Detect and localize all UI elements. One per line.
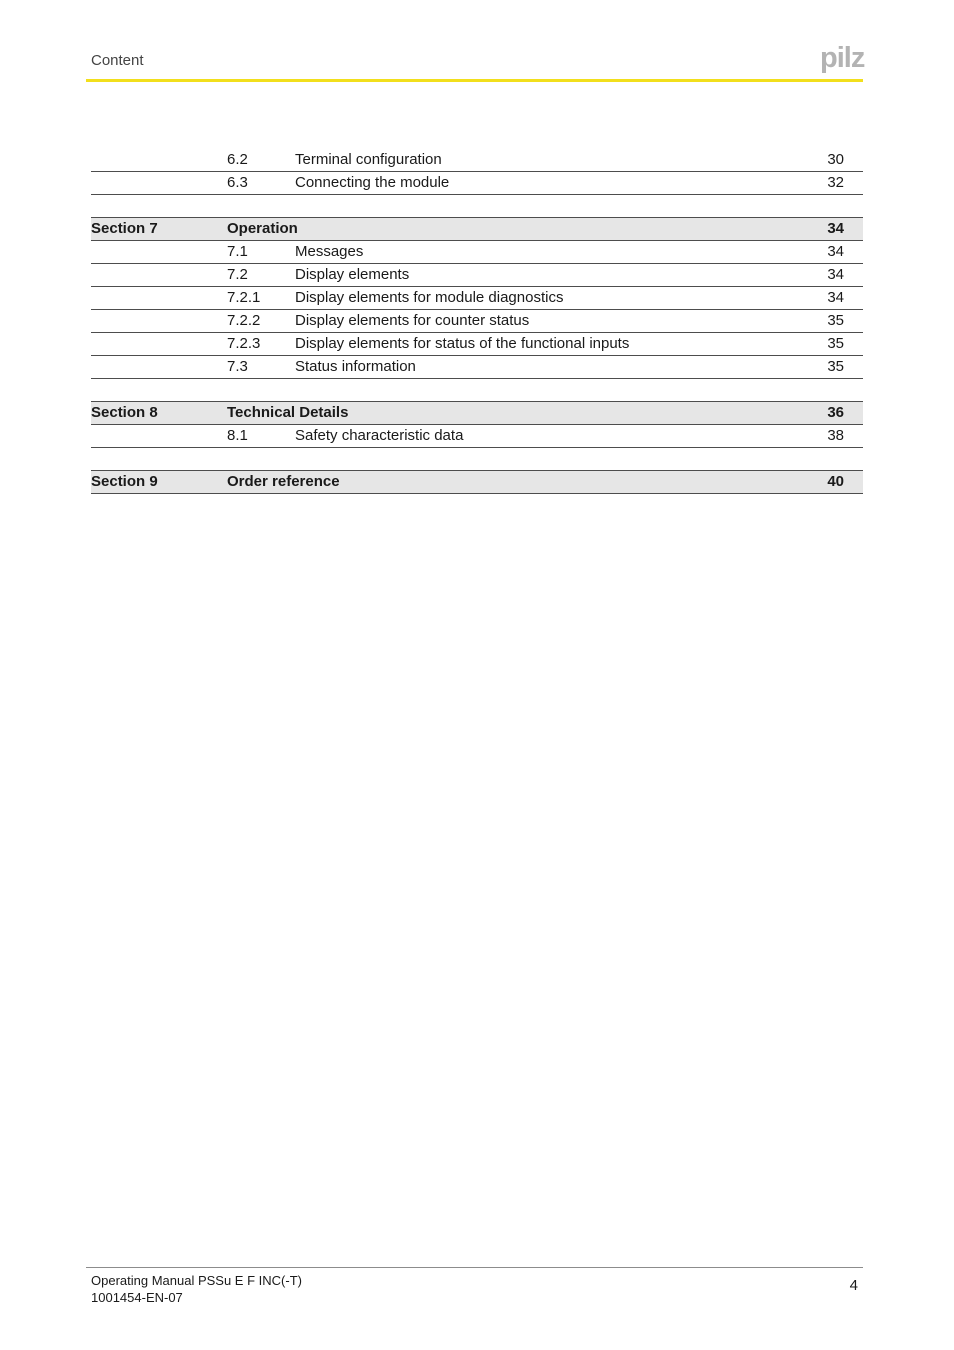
toc-entry-page: 34 (827, 289, 844, 306)
toc-section-title: Order reference (227, 473, 340, 490)
toc-section-page: 36 (827, 404, 844, 421)
toc-entry-title: Display elements for counter status (295, 312, 530, 329)
toc-entry-number: 7.1 (227, 243, 248, 260)
toc-entry-page: 30 (827, 151, 844, 168)
toc-entry-page: 34 (827, 243, 844, 260)
toc-section-title: Operation (227, 220, 298, 237)
toc-section-heading[interactable] (91, 470, 863, 494)
toc-entry-title: Messages (295, 243, 364, 260)
toc-entry[interactable] (91, 333, 863, 356)
toc-section-page: 40 (827, 473, 844, 490)
toc-entry-page: 35 (827, 312, 844, 329)
section-gap (91, 195, 863, 217)
toc-entry[interactable] (91, 356, 863, 379)
table-of-contents (91, 149, 863, 494)
footer-document-id: 1001454-EN-07 (91, 1290, 183, 1305)
toc-entry-number: 7.2.2 (227, 312, 261, 329)
toc-entry-title: Display elements for status of the functional inputs (295, 335, 630, 352)
section-gap (91, 379, 863, 401)
toc-entry[interactable] (91, 241, 863, 264)
toc-entry-number: 7.2 (227, 266, 248, 283)
toc-entry-number: 6.3 (227, 174, 248, 191)
toc-entry[interactable] (91, 264, 863, 287)
toc-entry-title: Status information (295, 358, 416, 375)
toc-section-heading[interactable] (91, 401, 863, 425)
toc-entry-number: 8.1 (227, 427, 248, 444)
toc-section-title: Technical Details (227, 404, 349, 421)
toc-entry-page: 35 (827, 335, 844, 352)
toc-section-label: Section 7 (91, 220, 158, 237)
footer-divider (86, 1267, 863, 1268)
toc-entry-number: 7.2.1 (227, 289, 261, 306)
toc-entry-number: 6.2 (227, 151, 248, 168)
toc-entry-page: 34 (827, 266, 844, 283)
toc-section-heading[interactable] (91, 217, 863, 241)
toc-entry-title: Safety characteristic data (295, 427, 464, 444)
toc-entry[interactable] (91, 149, 863, 172)
toc-section-label: Section 8 (91, 404, 158, 421)
toc-entry[interactable] (91, 171, 863, 195)
toc-entry-number: 7.2.3 (227, 335, 261, 352)
toc-entry[interactable] (91, 310, 863, 333)
toc-entry-page: 38 (827, 427, 844, 444)
page-number: 4 (849, 1277, 858, 1294)
toc-entry[interactable] (91, 287, 863, 310)
section-gap (91, 448, 863, 470)
toc-entry-title: Display elements (295, 266, 410, 283)
toc-entry-page: 32 (827, 174, 844, 191)
header-title: Content (91, 52, 144, 69)
toc-section-label: Section 9 (91, 473, 158, 490)
toc-section-page: 34 (827, 220, 844, 237)
pilz-logo: pilz (820, 42, 865, 74)
toc-entry-title: Connecting the module (295, 174, 450, 191)
toc-entry-page: 35 (827, 358, 844, 375)
toc-entry-number: 7.3 (227, 358, 248, 375)
footer-document-title: Operating Manual PSSu E F INC(-T) (91, 1273, 302, 1288)
toc-entry[interactable] (91, 425, 863, 448)
toc-entry-title: Display elements for module diagnostics (295, 289, 564, 306)
header-divider (86, 79, 863, 82)
toc-entry-title: Terminal configuration (295, 151, 442, 168)
